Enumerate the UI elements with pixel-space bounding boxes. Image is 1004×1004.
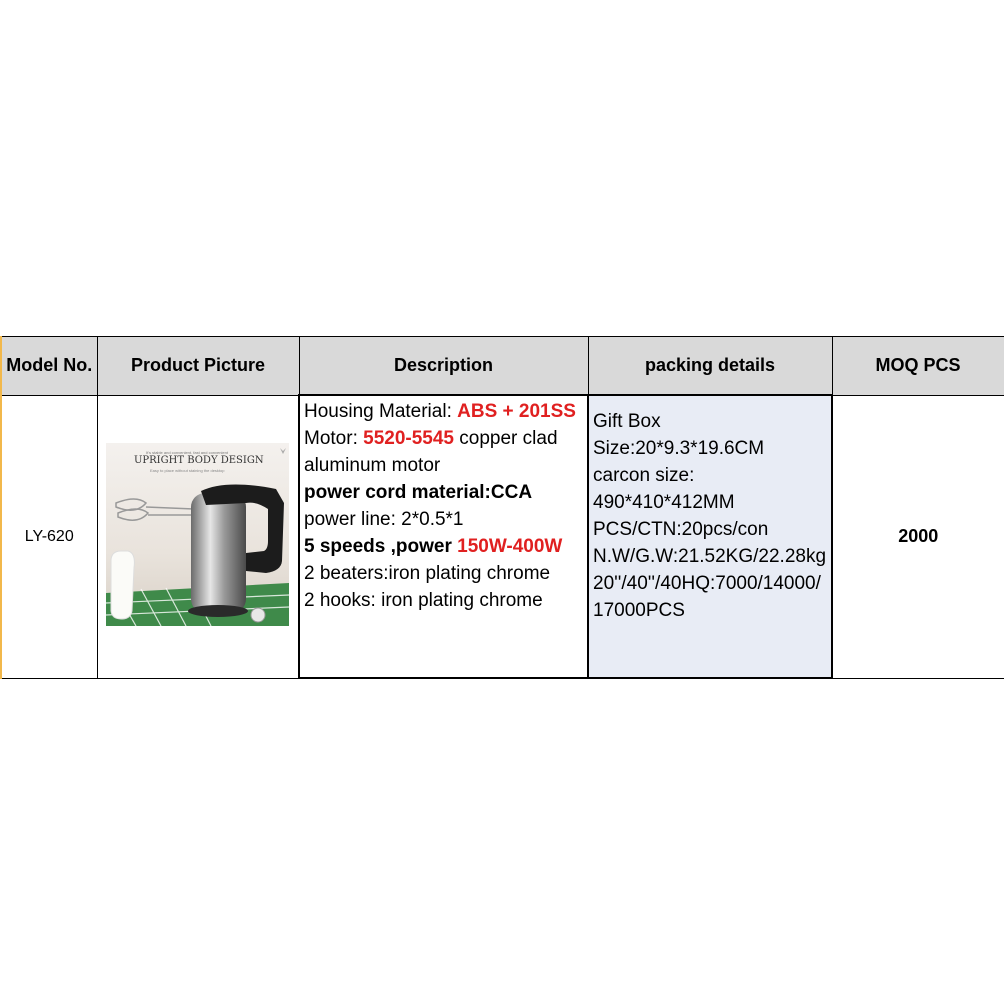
desc-line-speeds: [304, 533, 587, 560]
picture-cell: [97, 395, 299, 678]
description-cell: [299, 395, 588, 678]
desc-motor-value: 5520-5545: [363, 428, 454, 449]
moq-value: 2000: [898, 526, 939, 546]
header-row: [1, 337, 1004, 396]
desc-housing-label: Housing Material:: [304, 401, 458, 422]
header-picture-label: Product Picture: [130, 355, 266, 376]
desc-speeds-label: 5 speeds ,power: [304, 536, 458, 557]
moq-cell: [832, 395, 1004, 678]
pack-line-container: 20''/40''/40HQ:7000/14000/17000PCS: [593, 573, 821, 621]
pack-line-pcs-ctn: PCS/CTN:20pcs/con: [593, 519, 769, 540]
pack-line-carton-label: carcon size:: [593, 465, 695, 486]
table-row: [1, 395, 1004, 678]
desc-motor-rest: copper clad aluminum motor: [304, 428, 558, 476]
model-number: LY-620: [24, 527, 74, 545]
hand-mixer-photo: [106, 443, 289, 626]
pack-line-carton-size: 490*410*412MM: [593, 492, 735, 513]
header-model-label: Model No.: [6, 355, 93, 376]
image-banner-text: UPRIGHT BODY DESIGN: [134, 454, 264, 466]
header-model: [1, 337, 97, 396]
image-tagline-text: It's stable and convenient. fast and convenient: [146, 449, 229, 455]
header-packing-label: packing details: [644, 355, 776, 375]
packing-cell: [588, 395, 832, 678]
header-picture: [97, 337, 299, 396]
pack-line-weight: N.W/G.W:21.52KG/22.28kg: [593, 546, 827, 567]
desc-line-beaters: 2 beaters:iron plating chrome: [304, 563, 551, 584]
desc-housing-value: ABS + 201SS: [457, 401, 576, 422]
model-cell: [1, 395, 97, 678]
desc-line-cord: power cord material:CCA: [304, 482, 533, 503]
header-packing: [588, 337, 832, 396]
product-spec-table: [0, 336, 1004, 679]
pack-line-box: Gift Box: [593, 411, 661, 432]
header-description-label: Description: [393, 355, 494, 375]
desc-power-value: 150W-400W: [457, 536, 563, 557]
header-description: [299, 337, 588, 396]
desc-line-power-line: power line: 2*0.5*1: [304, 509, 464, 530]
desc-motor-label: Motor:: [304, 428, 364, 449]
desc-line-motor: [304, 425, 587, 479]
desc-line-housing: [304, 398, 587, 425]
desc-line-hooks: 2 hooks: iron plating chrome: [304, 590, 543, 611]
header-moq: [832, 337, 1004, 396]
header-moq-label: MOQ PCS: [875, 355, 961, 376]
image-sub-text: Easy to place without staining the desktop: [150, 467, 225, 473]
pack-line-size: Size:20*9.3*19.6CM: [593, 438, 765, 459]
